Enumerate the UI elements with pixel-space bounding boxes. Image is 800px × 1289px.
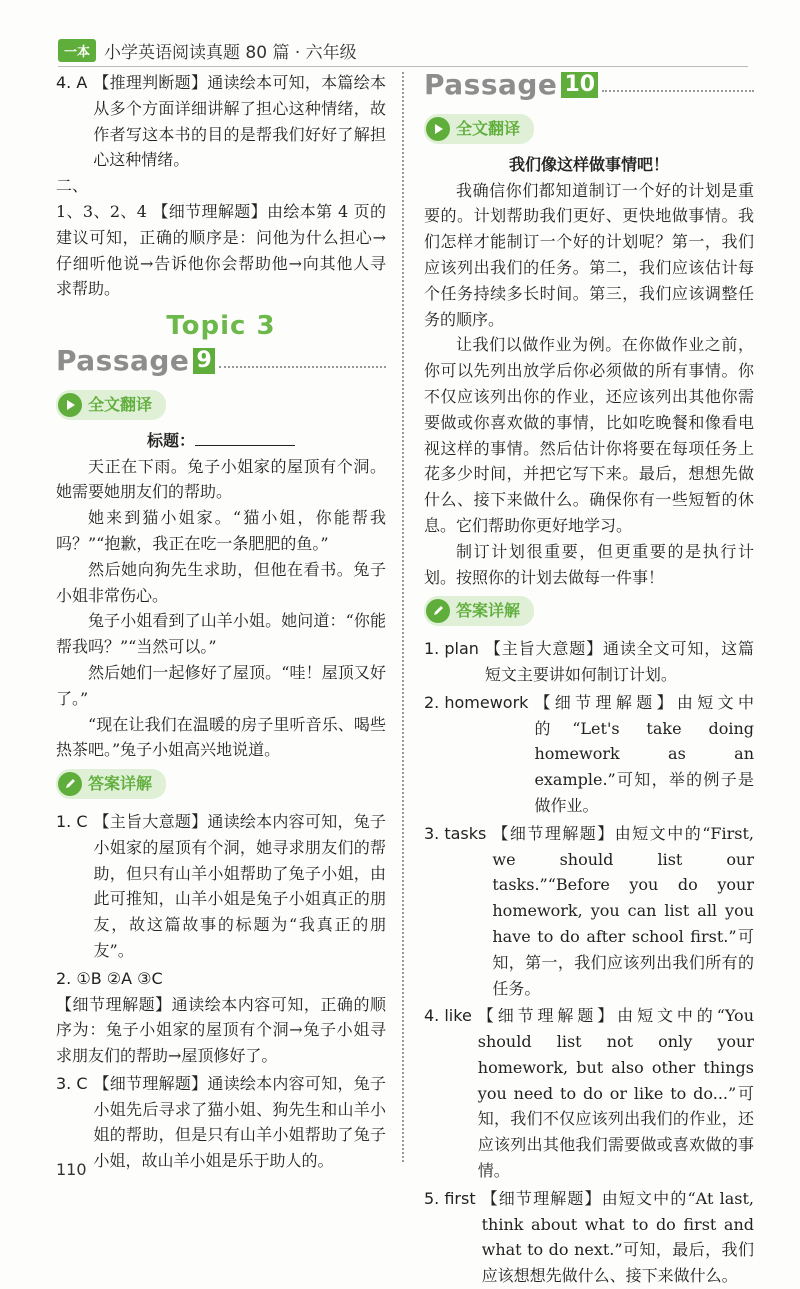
answer-item-4	[56, 70, 386, 173]
play-icon	[58, 393, 82, 417]
dotted-rule	[602, 78, 754, 92]
play-icon	[426, 117, 450, 141]
pencil-icon	[426, 599, 450, 623]
answer-number: 3. tasks	[424, 823, 487, 843]
answers-section-label	[424, 596, 534, 626]
story-paragraph: 然后她向狗先生求助，但他在看书。兔子小姐非常伤心。	[56, 559, 386, 605]
passage-number: 9	[193, 348, 214, 374]
answer-number: 2. ①B ②A ③C	[56, 968, 163, 988]
answer-item	[56, 1071, 386, 1174]
series-title: 小学英语阅读真题 80 篇 · 六年级	[104, 42, 357, 63]
story-paragraph: 兔子小姐看到了山羊小姐。她问道：“你能帮我吗？”“当然可以。”	[56, 611, 386, 657]
passage-word: Passage	[56, 344, 190, 378]
pencil-icon	[58, 772, 82, 796]
translation-section-label	[424, 114, 534, 144]
answer-item	[424, 636, 754, 688]
passage-paragraph: 我确信你们都知道制订一个好的计划是重要的。计划帮助我们更好、更快地做事情。我们怎样才能制订一个好的计划呢？第一，我们应该列出我们的任务。第二，我们应该估计每个任务持续多长时间。第三，我们应该调整任务的顺序。	[424, 180, 754, 329]
topic-heading: Topic 3	[166, 311, 276, 342]
section-label-text: 全文翻译	[88, 394, 153, 414]
story-title-line	[56, 428, 386, 454]
answer-number: 1. plan	[424, 639, 479, 659]
answer-text: 【细节理解题】由短文中的“First, we should list our tasks.”“Before you do your homework, you can list all you have to do after school first.”可知，第一，我们应该列出我们所有的任务。	[492, 823, 754, 998]
section-label-text: 答案详解	[456, 601, 521, 621]
answer-number: 4. like	[424, 1006, 472, 1026]
section-label-text: 答案详解	[88, 774, 153, 794]
story-paragraph: 天正在下雨。兔子小姐家的屋顶有个洞。她需要她朋友们的帮助。	[56, 456, 386, 502]
page-number: 110	[56, 1160, 87, 1179]
passage-paragraph: 让我们以做作业为例。在你做作业之前，你可以先列出放学后你必须做的所有事情。你不仅应该列出你的作业，还应该列出其他你需要做或你喜欢做的事情，比如吃晚餐和像看电视这样的事情。然后估计你将要在每项任务上花多少时间，并把它写下来。最后，想想先做什么、接下来做什么。确保你有一些短暂的休息。它们帮助你更好地学习。	[424, 335, 754, 535]
answer-text: 【推理判断题】通读绘本可知，本篇绘本从多个方面详细讲解了担心这种情绪，故作者写这本书的目的是帮我们好好了解担心这种情绪。	[93, 73, 386, 170]
page-header	[58, 36, 357, 64]
answer-item	[424, 1186, 754, 1289]
passage-word: Passage	[424, 68, 558, 102]
answer-number: 4. A	[56, 73, 88, 92]
dotted-rule	[219, 354, 386, 368]
title-label: 标题：	[146, 430, 195, 450]
right-column	[424, 68, 754, 1289]
answers-section-label	[56, 769, 166, 799]
passage-title: 我们像这样做事情吧！	[508, 154, 669, 174]
passage-number: 10	[561, 72, 598, 98]
title-blank	[195, 430, 295, 446]
answer-item	[424, 821, 754, 1002]
answer-text: 【细节理解题】由短文中的“At last, think about what to do first and what to do next.”可知，最后，我们应该想想先做什么、接下来做什么。	[481, 1188, 754, 1286]
answer-item	[424, 690, 754, 819]
series-logo: 一本	[58, 39, 96, 62]
answer-text: 【细节理解题】通读绘本内容可知，正确的顺序为：兔子小姐家的屋顶有个洞→兔子小姐寻求朋友们的帮助→屋顶修好了。	[56, 994, 386, 1066]
answer-text: 【主旨大意题】通读绘本内容可知，兔子小姐家的屋顶有个洞，她寻求朋友们的帮助，但只有山羊小姐帮助了兔子小姐，由此可推知，山羊小姐是兔子小姐真正的朋友，故这篇故事的标题为“我真正的朋友”。	[93, 811, 386, 960]
answer-text: 【主旨大意题】通读全文可知，这篇短文主要讲如何制订计划。	[484, 639, 754, 684]
header-rule	[58, 66, 748, 67]
story-paragraph: 她来到猫小姐家。“猫小姐，你能帮我吗？”“抱歉，我正在吃一条肥肥的鱼。”	[56, 508, 386, 553]
story-paragraph: “现在让我们在温暖的房子里听音乐、喝些热茶吧。”兔子小姐高兴地说道。	[56, 714, 386, 760]
answer-text: 【细节理解题】通读绘本内容可知，兔子小姐先后寻求了猫小姐、狗先生和山羊小姐的帮助，但是只有山羊小姐帮助了兔子小姐，故山羊小姐是乐于助人的。	[93, 1073, 386, 1171]
left-column	[56, 68, 386, 1174]
part2-text: 1、3、2、4 【细节理解题】由绘本第 4 页的建议可知，正确的顺序是：问他为什么担心→仔细听他说→告诉他你会帮助他→向其他人寻求帮助。	[56, 201, 386, 299]
passage-paragraph: 制订计划很重要，但更重要的是执行计划。按照你的计划去做每一件事！	[424, 541, 754, 587]
answer-text: 【细节理解题】由短文中的“You should list not only your homework, but also other things you need to do or like to do...”可知，我们不仅应该列出我们的作业，还应该列出其他我们需要做或喜欢做的事情。	[477, 1006, 754, 1181]
answer-number: 1. C	[56, 811, 88, 831]
passage-heading-10	[424, 68, 754, 102]
answer-number: 3. C	[56, 1073, 88, 1093]
answer-item	[56, 809, 386, 964]
section-label-text: 全文翻译	[456, 119, 521, 138]
story-paragraph: 然后她们一起修好了屋顶。“哇！屋顶又好了。”	[56, 662, 386, 708]
answer-item	[56, 966, 386, 992]
column-divider	[402, 72, 404, 1162]
answer-number: 5. first	[424, 1188, 476, 1208]
answer-number: 2. homework	[424, 692, 529, 712]
answer-text: 【细节理解题】由短文中的“Let's take doing homework as an example.”可知，举的例子是做作业。	[534, 692, 754, 815]
passage-heading-9	[56, 344, 386, 378]
answer-item	[424, 1003, 754, 1184]
part2-heading: 二、	[56, 176, 89, 196]
translation-section-label	[56, 390, 166, 420]
